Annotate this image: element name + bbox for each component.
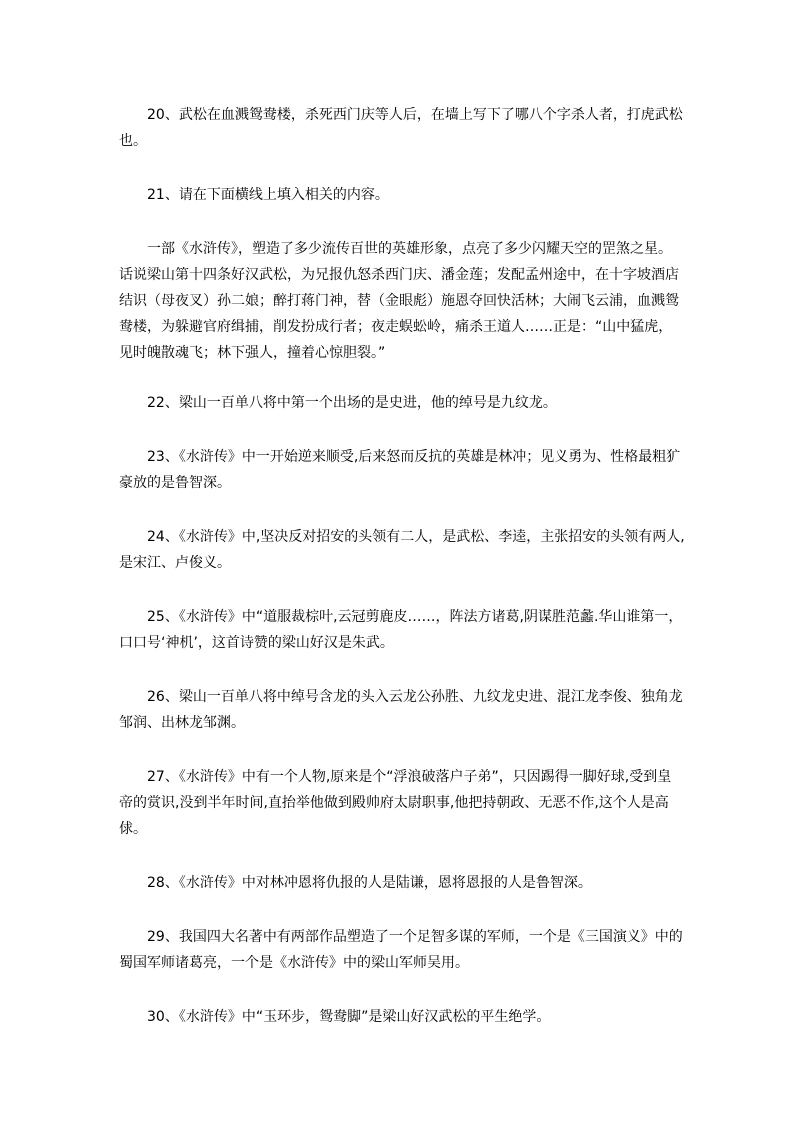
question-20: 20、武松在血溅鸳鸯楼，杀死西门庆等人后，在墙上写下了哪八个字杀人者，打虎武松也。: [119, 107, 683, 149]
document-body: [119, 102, 685, 1058]
question-25: 25、《水浒传》中“道服裁棕叶,云冠剪鹿皮……，阵法方诸葛,阴谋胜范蠡.华山谁第一，口口号‘神机’，这首诗赞的梁山好汉是朱武。: [119, 609, 683, 651]
question-24: 24、《水浒传》中,坚决反对招安的头领有二人，是武松、李逵，主张招安的头领有两人,是宋江、卢俊义。: [119, 529, 685, 571]
question-21-passage: 一部《水浒传》，塑造了多少流传百世的英雄形象，点亮了多少闪耀天空的罡煞之星。话说梁山第十四条好汉武松，为兄报仇怒杀西门庆、潘金莲；发配孟州途中，在十字坡酒店结识（母夜叉）孙二娘；醉打蒋门神，替（金眼彪）施恩夺回快活林；大闹飞云浦，血溅鸳鸯楼，为躲避官府缉捕，削发扮成行者；夜走蜈蚣岭，痛杀王道人……正是：“山中猛虎，见时魄散魂飞；林下强人，撞着心惊胆裂。”: [119, 241, 679, 361]
question-29: 29、我国四大名著中有两部作品塑造了一个足智多谋的军师，一个是《三国演义》中的蜀国军师诸葛亮，一个是《水浒传》中的梁山军师吴用。: [119, 929, 683, 971]
question-26: 26、梁山一百单八将中绰号含龙的头入云龙公孙胜、九纹龙史进、混江龙李俊、独角龙邹润、出林龙邹渊。: [119, 689, 683, 731]
question-22: 22、梁山一百单八将中第一个出场的是史进，他的绰号是九纹龙。: [147, 395, 557, 411]
question-23: 23、《水浒传》中一开始逆来顺受,后来怒而反抗的英雄是林冲；见义勇为、性格最粗犷豪放的是鲁智深。: [119, 449, 681, 491]
question-30: 30、《水浒传》中“玉环步，鸳鸯脚”是梁山好汉武松的平生绝学。: [147, 1009, 551, 1025]
question-27: 27、《水浒传》中有一个人物,原来是个“浮浪破落户子弟”，只因踢得一脚好球,受到皇帝的赏识,没到半年时间,直抬举他做到殿帅府太尉职事,他把持朝政、无恶不作,这个人是高俅。: [119, 769, 672, 837]
question-21: 21、请在下面横线上填入相关的内容。: [147, 187, 389, 203]
question-28: 28、《水浒传》中对林冲恩将仇报的人是陆谦，恩将恩报的人是鲁智深。: [147, 875, 592, 891]
